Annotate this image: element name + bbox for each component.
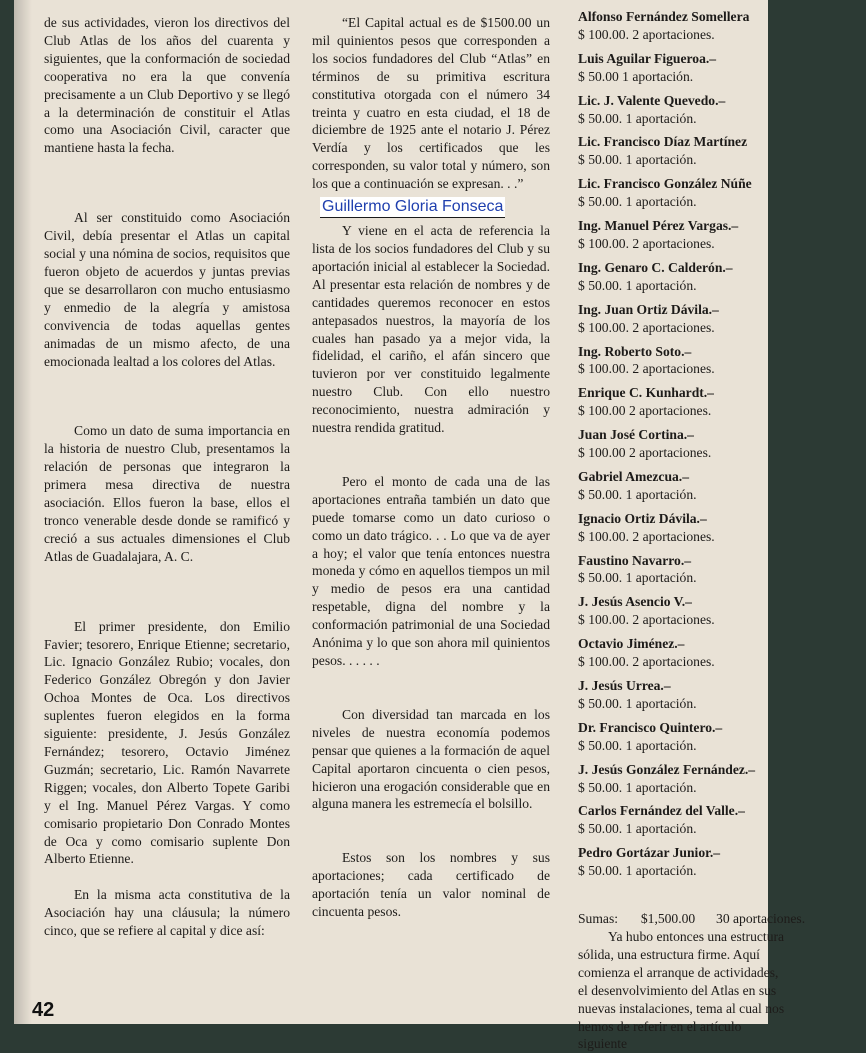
list-item: Luis Aguilar Figueroa.– $ 50.00 1 aportación.	[578, 50, 717, 84]
list-item: Ing. Manuel Pérez Vargas.– $ 100.00. 2 aportaciones.	[578, 218, 739, 251]
paragraph: Al ser constituido como Asociación Civil, debía presentar el Atlas un capital social y una nómina de socios, requisitos que fueron objeto de acuerdos y juntas previas que se desarrollaron con mucho entusiasmo y enmedio de la alegría y amistosa convivencia de todas aquellas gentes animadas de un mismo afecto, de una emocionada lealtad a los colores del Atlas.	[44, 210, 290, 369]
sumas-count: 30 aportaciones.	[716, 911, 806, 927]
list-item: Ignacio Ortiz Dávila.– $ 100.00. 2 aportaciones.	[578, 510, 715, 544]
list-item: Ing. Roberto Soto.– $ 100.00. 2 aportaciones.	[578, 343, 715, 377]
magazine-page	[14, 0, 806, 1052]
list-item: Octavio Jiménez.– $ 100.00. 2 aportaciones.	[578, 636, 715, 670]
list-item: J. Jesús González Fernández.– $ 50.00. 1 aportación.	[578, 761, 756, 795]
paragraph: El primer presidente, don Emilio Favier; tesorero, Enrique Etienne; secretario, Lic. Ignacio González Rubio; vocales, don Federico González Obregón y don Javier Ochoa Montes de Oca. Los directivos suplentes fueron elegidos en la forma siguiente: presidente, J. Jesús González Fernández; tesorero, Octavio Jiménez Guzmán; secretario, Lic. Ramón Navarrete Riggen; vocales, don Alberto Topete Garibi y el Ing. Manuel Pérez Vargas. Y como comisario propietario Don Conrado Montes de Oca y como comisario suplente Don Alberto Etienne.	[44, 618, 290, 867]
list-item: Dr. Francisco Quintero.– $ 50.00. 1 aportación.	[578, 719, 723, 753]
list-item: Lic. J. Valente Quevedo.– $ 50.00. 1 aportación.	[578, 92, 726, 126]
paragraph: Ya hubo entonces una estructura sólida, una estructura firme. Aquí comienza el arranque de actividades, el desenvolvimiento del Atlas en sus nuevas instalaciones, tema al cual nos hemos de referir en el artículo siguiente	[578, 928, 785, 1052]
list-item: Pedro Gortázar Junior.– $ 50.00. 1 aportación.	[578, 845, 721, 879]
sumas-line	[578, 910, 806, 928]
list-item: Ing. Juan Ortiz Dávila.– $ 100.00. 2 aportaciones.	[578, 301, 719, 335]
paragraph: de sus actividades, vieron los directivos del Club Atlas de los años del cuarenta y siguientes, que la conformación de sociedad cooperativa no era la que convenía precisamente a un Club Deportivo y se llegó a la determinación de constituir el Atlas como una Asociación Civil, caracter que mantiene hasta la fecha.	[44, 15, 290, 156]
page-number: 42	[32, 999, 55, 1021]
list-item: Ing. Genaro C. Calderón.– $ 50.00. 1 aportación.	[578, 259, 733, 293]
highlighted-name-annotation: Guillermo Gloria Fonseca	[320, 197, 505, 218]
list-item: Lic. Francisco González Núñe $ 50.00. 1 aportación.	[578, 176, 752, 210]
list-item: J. Jesús Asencio V.– $ 100.00. 2 aportaciones.	[578, 594, 715, 628]
paragraph: Y viene en el acta de referencia la lista de los socios fundadores del Club y su aportación inicial al establecer la Sociedad. Al presentar esta relación de nombres y de cantidades queremos reconocer en estos antepasados nuestros, la mayoría de los cuales han pasado ya a mejor vida, la fidelidad, el cariño, el afán sincero que tuvieron por ver constituido legalmente nuestro Club. Con ello nuestro reconocimiento, nuestra admiración y nuestra rendida gratitud.	[312, 223, 550, 436]
list-item: Gabriel Amezcua.– $ 50.00. 1 aportación.	[578, 468, 697, 502]
column-right	[578, 8, 806, 1053]
quote-paragraph: “El Capital actual es de $1500.00 un mil quinientos pesos que corresponden a los socios fundadores del Club “Atlas” en términos de su primitiva escritura constitutiva otorgada con el número 34 treinta y cuatro en esta ciudad, el 18 de diciembre de 1925 ante el notario J. Pérez Verdía y los certificados que les corresponden, su valor total y número, son los que a continuación se expresan. . .”	[312, 15, 550, 192]
list-item: Alfonso Fernández Somellera $ 100.00. 2 aportaciones.	[578, 9, 750, 42]
sumas-label: Sumas:	[578, 911, 619, 927]
column-middle	[312, 14, 550, 921]
paragraph: Como un dato de suma importancia en la historia de nuestro Club, presentamos la relación de personas que integraron la primera mesa directiva de nuestra asociación. Ellos fueron la base, ellos el tronco venerable desde donde se ramificó y creció a sus actuales dimensiones el Club Atlas de Guadalajara, A. C.	[44, 423, 290, 564]
paragraph: Con diversidad tan marcada en los niveles de nuestra economía podemos pensar que quienes a la formación de aquel Capital aportaron cincuenta o cien pesos, hicieron una erogación considerable que en alguna manera les estremecía el bolsillo.	[312, 706, 550, 812]
paragraph: Estos son los nombres y sus aportaciones; cada certificado de aportación tenía un valor nominal de cincuenta pesos.	[312, 850, 550, 920]
list-item: Enrique C. Kunhardt.– $ 100.00 2 aportaciones.	[578, 385, 714, 419]
paragraph: Pero el monto de cada una de las aportaciones entraña también un dato que puede tomarse como un dato curioso o como un dato trágico. . . Lo que va de ayer a hoy; el valor que tenía entonces nuestra moneda y cómo en aquellos tiempos un mil y medio de pesos era una cantidad respetable, digna del nombre y la conformación patrimonial de una Sociedad Anónima y lo que son ahora mil quinientos pesos. . . . . .	[312, 473, 550, 668]
column-left	[44, 14, 290, 940]
sumas-value: $1,500.00	[640, 911, 696, 927]
list-item: Juan José Cortina.– $ 100.00 2 aportaciones.	[578, 427, 712, 461]
list-item: Lic. Francisco Díaz Martínez $ 50.00. 1 aportación.	[578, 134, 748, 168]
paragraph: En la misma acta constitutiva de la Asociación hay una cláusula; la número cinco, que se refiere al capital y dice así:	[44, 887, 290, 939]
list-item: Carlos Fernández del Valle.– $ 50.00. 1 aportación.	[578, 803, 745, 837]
list-item: Faustino Navarro.– $ 50.00. 1 aportación.	[578, 552, 697, 586]
list-item: J. Jesús Urrea.– $ 50.00. 1 aportación.	[578, 678, 697, 711]
